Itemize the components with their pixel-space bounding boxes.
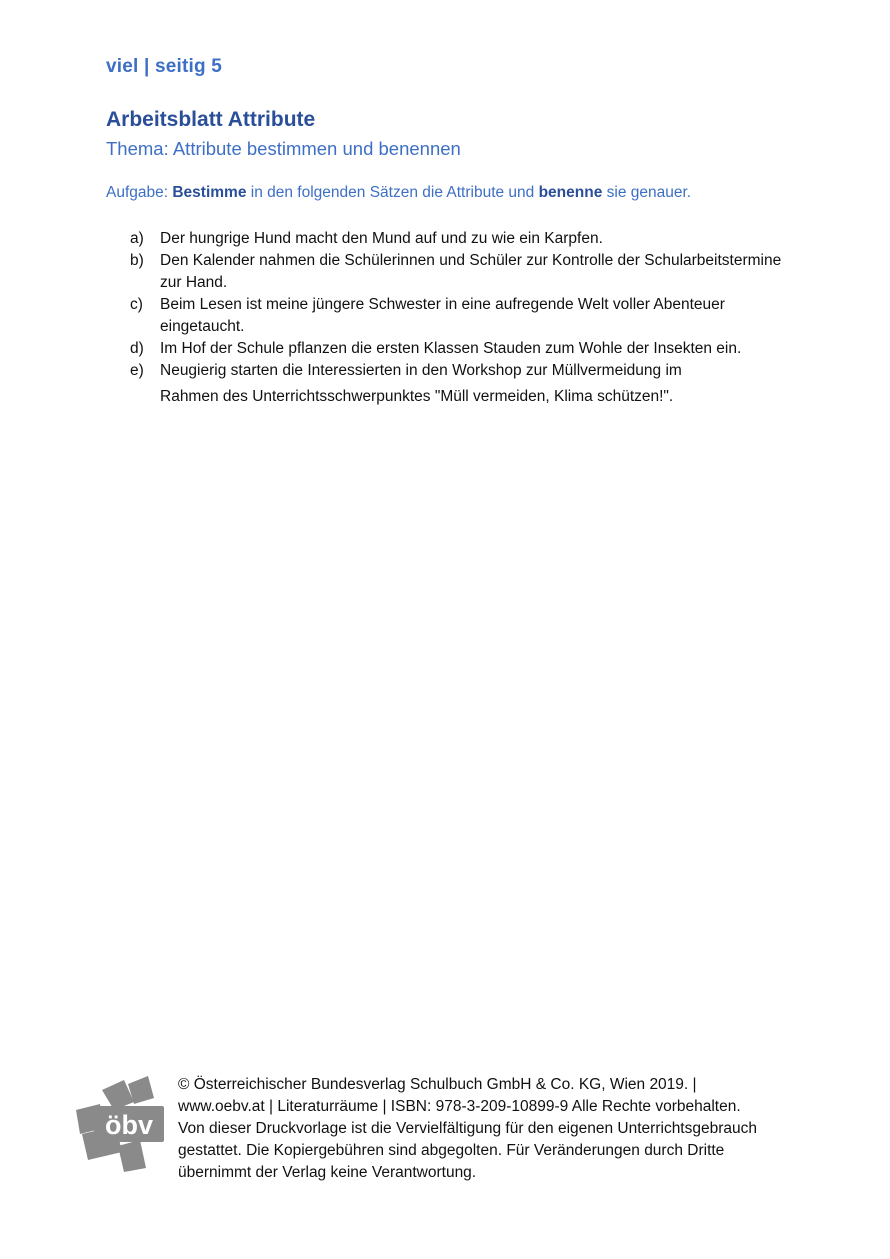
- list-item-marker: b): [130, 252, 144, 269]
- page-title: Arbeitsblatt Attribute: [106, 108, 316, 131]
- list-item-text: Den Kalender nahmen die Schülerinnen und Schüler zur Kontrolle der Schularbeitstermine zur Hand.: [160, 252, 782, 291]
- task-verb-bestimme: Bestimme: [172, 184, 247, 201]
- list-item-text: Der hungrige Hund macht den Mund auf und zu wie ein Karpfen.: [160, 230, 603, 247]
- brand-header: viel | seitig 5: [106, 56, 223, 77]
- task-suffix: sie genauer.: [602, 184, 692, 201]
- sentence-list: [130, 228, 790, 408]
- task-verb-benenne: benenne: [538, 184, 603, 201]
- task-prefix: Aufgabe:: [106, 184, 173, 201]
- list-item-text-line2: Rahmen des Unterrichtsschwerpunktes "Müll vermeiden, Klima schützen!".: [160, 388, 674, 405]
- copyright-notice: © Österreichischer Bundesverlag Schulbuch GmbH & Co. KG, Wien 2019. | www.oebv.at | Literaturräume | ISBN: 978-3-209-10899-9 Alle Rechte vorbehalten. Von dieser Druckvorlage ist die Vervielfältigung für den eigenen Unterrichtsgebrauch gestattet. Die Kopiergebühren sind abgegolten. Für Veränderungen durch Dritte übernimmt der Verlag keine Verantwortung.: [178, 1076, 758, 1181]
- list-item: [130, 228, 790, 250]
- page-subtitle: Thema: Attribute bestimmen und benennen: [106, 138, 461, 159]
- list-item-marker: c): [130, 296, 143, 313]
- task-instruction: [106, 184, 691, 202]
- list-item: [130, 360, 790, 408]
- list-item-text-line1: Neugierig starten die Interessierten in den Workshop zur Müllvermeidung im: [160, 362, 682, 379]
- list-item: [130, 294, 790, 338]
- list-item-marker: a): [130, 230, 144, 247]
- list-item: [130, 250, 790, 294]
- footer: [0, 1070, 890, 1200]
- logo-text: öbv: [104, 1110, 154, 1140]
- list-item-marker: e): [130, 362, 144, 379]
- list-item: [130, 338, 790, 360]
- oebv-logo-icon: [74, 1076, 166, 1172]
- list-item-marker: d): [130, 340, 144, 357]
- list-item-text: Im Hof der Schule pflanzen die ersten Klassen Stauden zum Wohle der Insekten ein.: [160, 340, 742, 357]
- list-item-text: Beim Lesen ist meine jüngere Schwester in eine aufregende Welt voller Abenteuer eingetaucht.: [160, 296, 725, 335]
- task-middle: in den folgenden Sätzen die Attribute und: [246, 184, 539, 201]
